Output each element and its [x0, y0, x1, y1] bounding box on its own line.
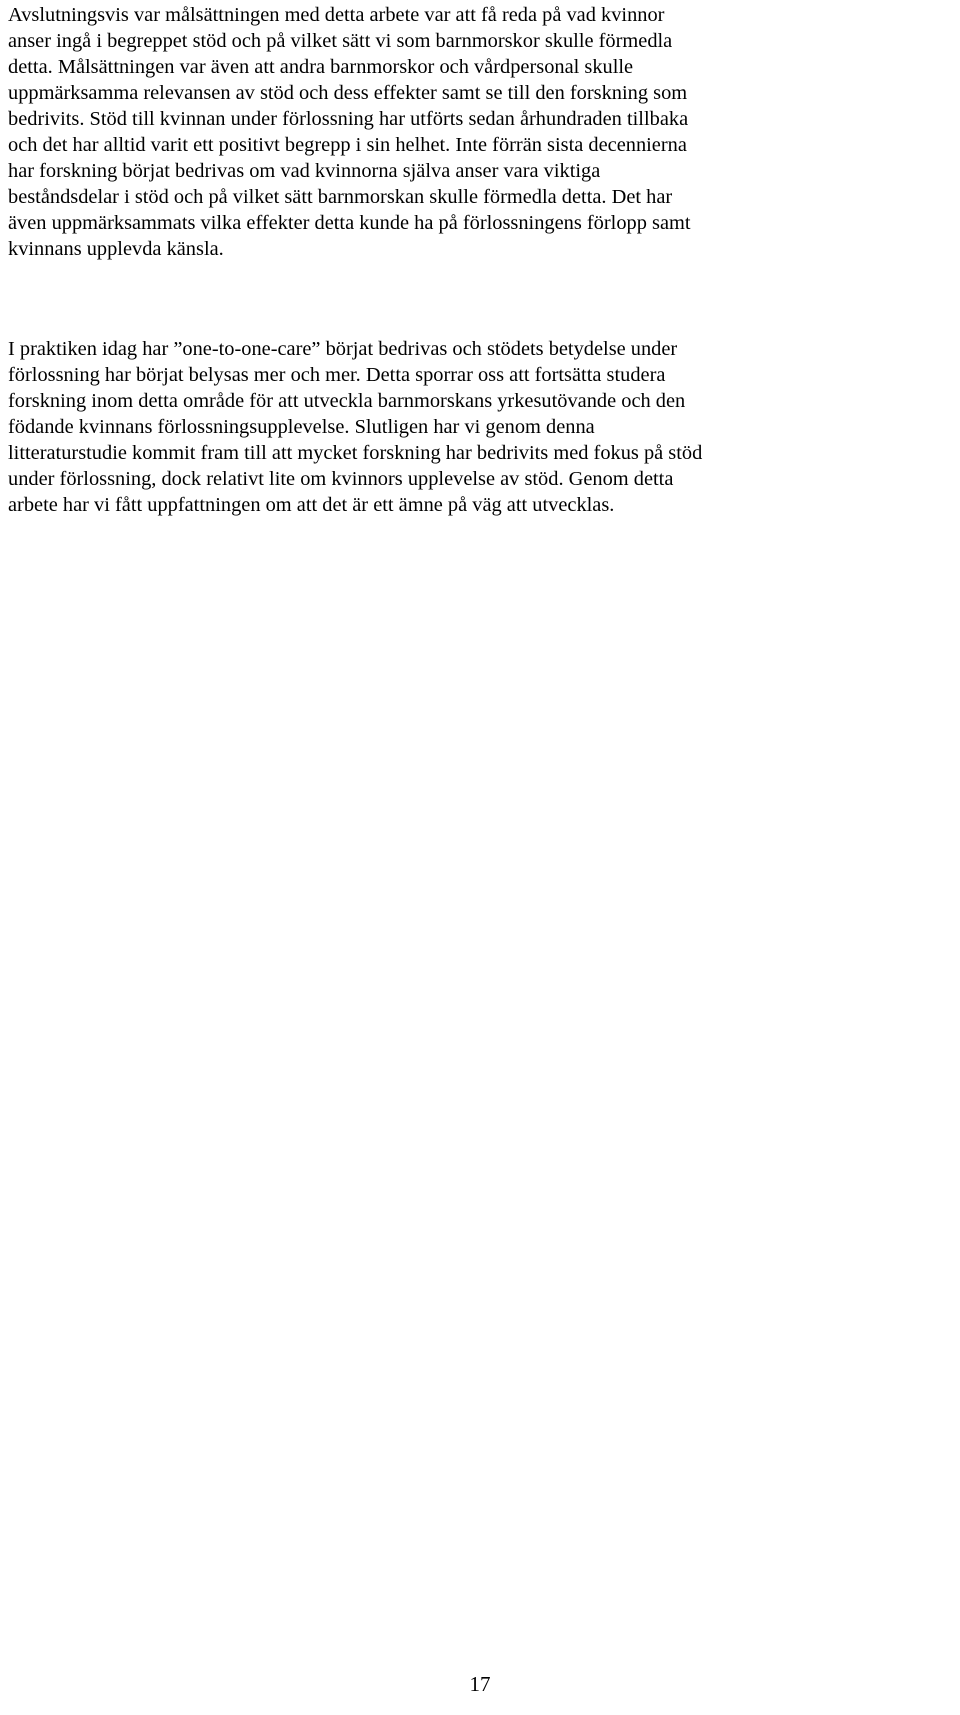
- text-line: litteraturstudie kommit fram till att mycket forskning har bedrivits med fokus på stöd: [8, 442, 703, 464]
- text-line: detta. Målsättningen var även att andra barnmorskor och vårdpersonal skulle: [8, 56, 634, 78]
- text-line: under förlossning, dock relativt lite om kvinnors upplevelse av stöd. Genom detta: [8, 468, 674, 490]
- text-line: forskning inom detta område för att utveckla barnmorskans yrkesutövande och den: [8, 390, 686, 412]
- text-line: I praktiken idag har ”one-to-one-care” börjat bedrivas och stödets betydelse under: [8, 338, 678, 360]
- text-line: har forskning börjat bedrivas om vad kvinnorna själva anser vara viktiga: [8, 160, 601, 182]
- text-line: beståndsdelar i stöd och på vilket sätt barnmorskan skulle förmedla detta. Det har: [8, 186, 673, 208]
- paragraph-2: [8, 336, 958, 518]
- text-line: förlossning har börjat belysas mer och mer. Detta sporrar oss att fortsätta studera: [8, 364, 666, 386]
- text-line: Avslutningsvis var målsättningen med detta arbete var att få reda på vad kvinnor: [8, 4, 665, 26]
- paragraph-1: [8, 2, 958, 262]
- text-line: arbete har vi fått uppfattningen om att det är ett ämne på väg att utvecklas.: [8, 494, 615, 516]
- text-line: uppmärksamma relevansen av stöd och dess effekter samt se till den forskning som: [8, 82, 688, 104]
- text-line: bedrivits. Stöd till kvinnan under förlossning har utförts sedan århundraden tillbaka: [8, 108, 689, 130]
- text-line: kvinnans upplevda känsla.: [8, 238, 224, 260]
- text-line: och det har alltid varit ett positivt begrepp i sin helhet. Inte förrän sista decennierna: [8, 134, 687, 156]
- text-line: även uppmärksammats vilka effekter detta kunde ha på förlossningens förlopp samt: [8, 212, 691, 234]
- text-line: anser ingå i begreppet stöd och på vilket sätt vi som barnmorskor skulle förmedla: [8, 30, 673, 52]
- page-number: 17: [469, 1672, 491, 1696]
- text-line: födande kvinnans förlossningsupplevelse. Slutligen har vi genom denna: [8, 416, 595, 438]
